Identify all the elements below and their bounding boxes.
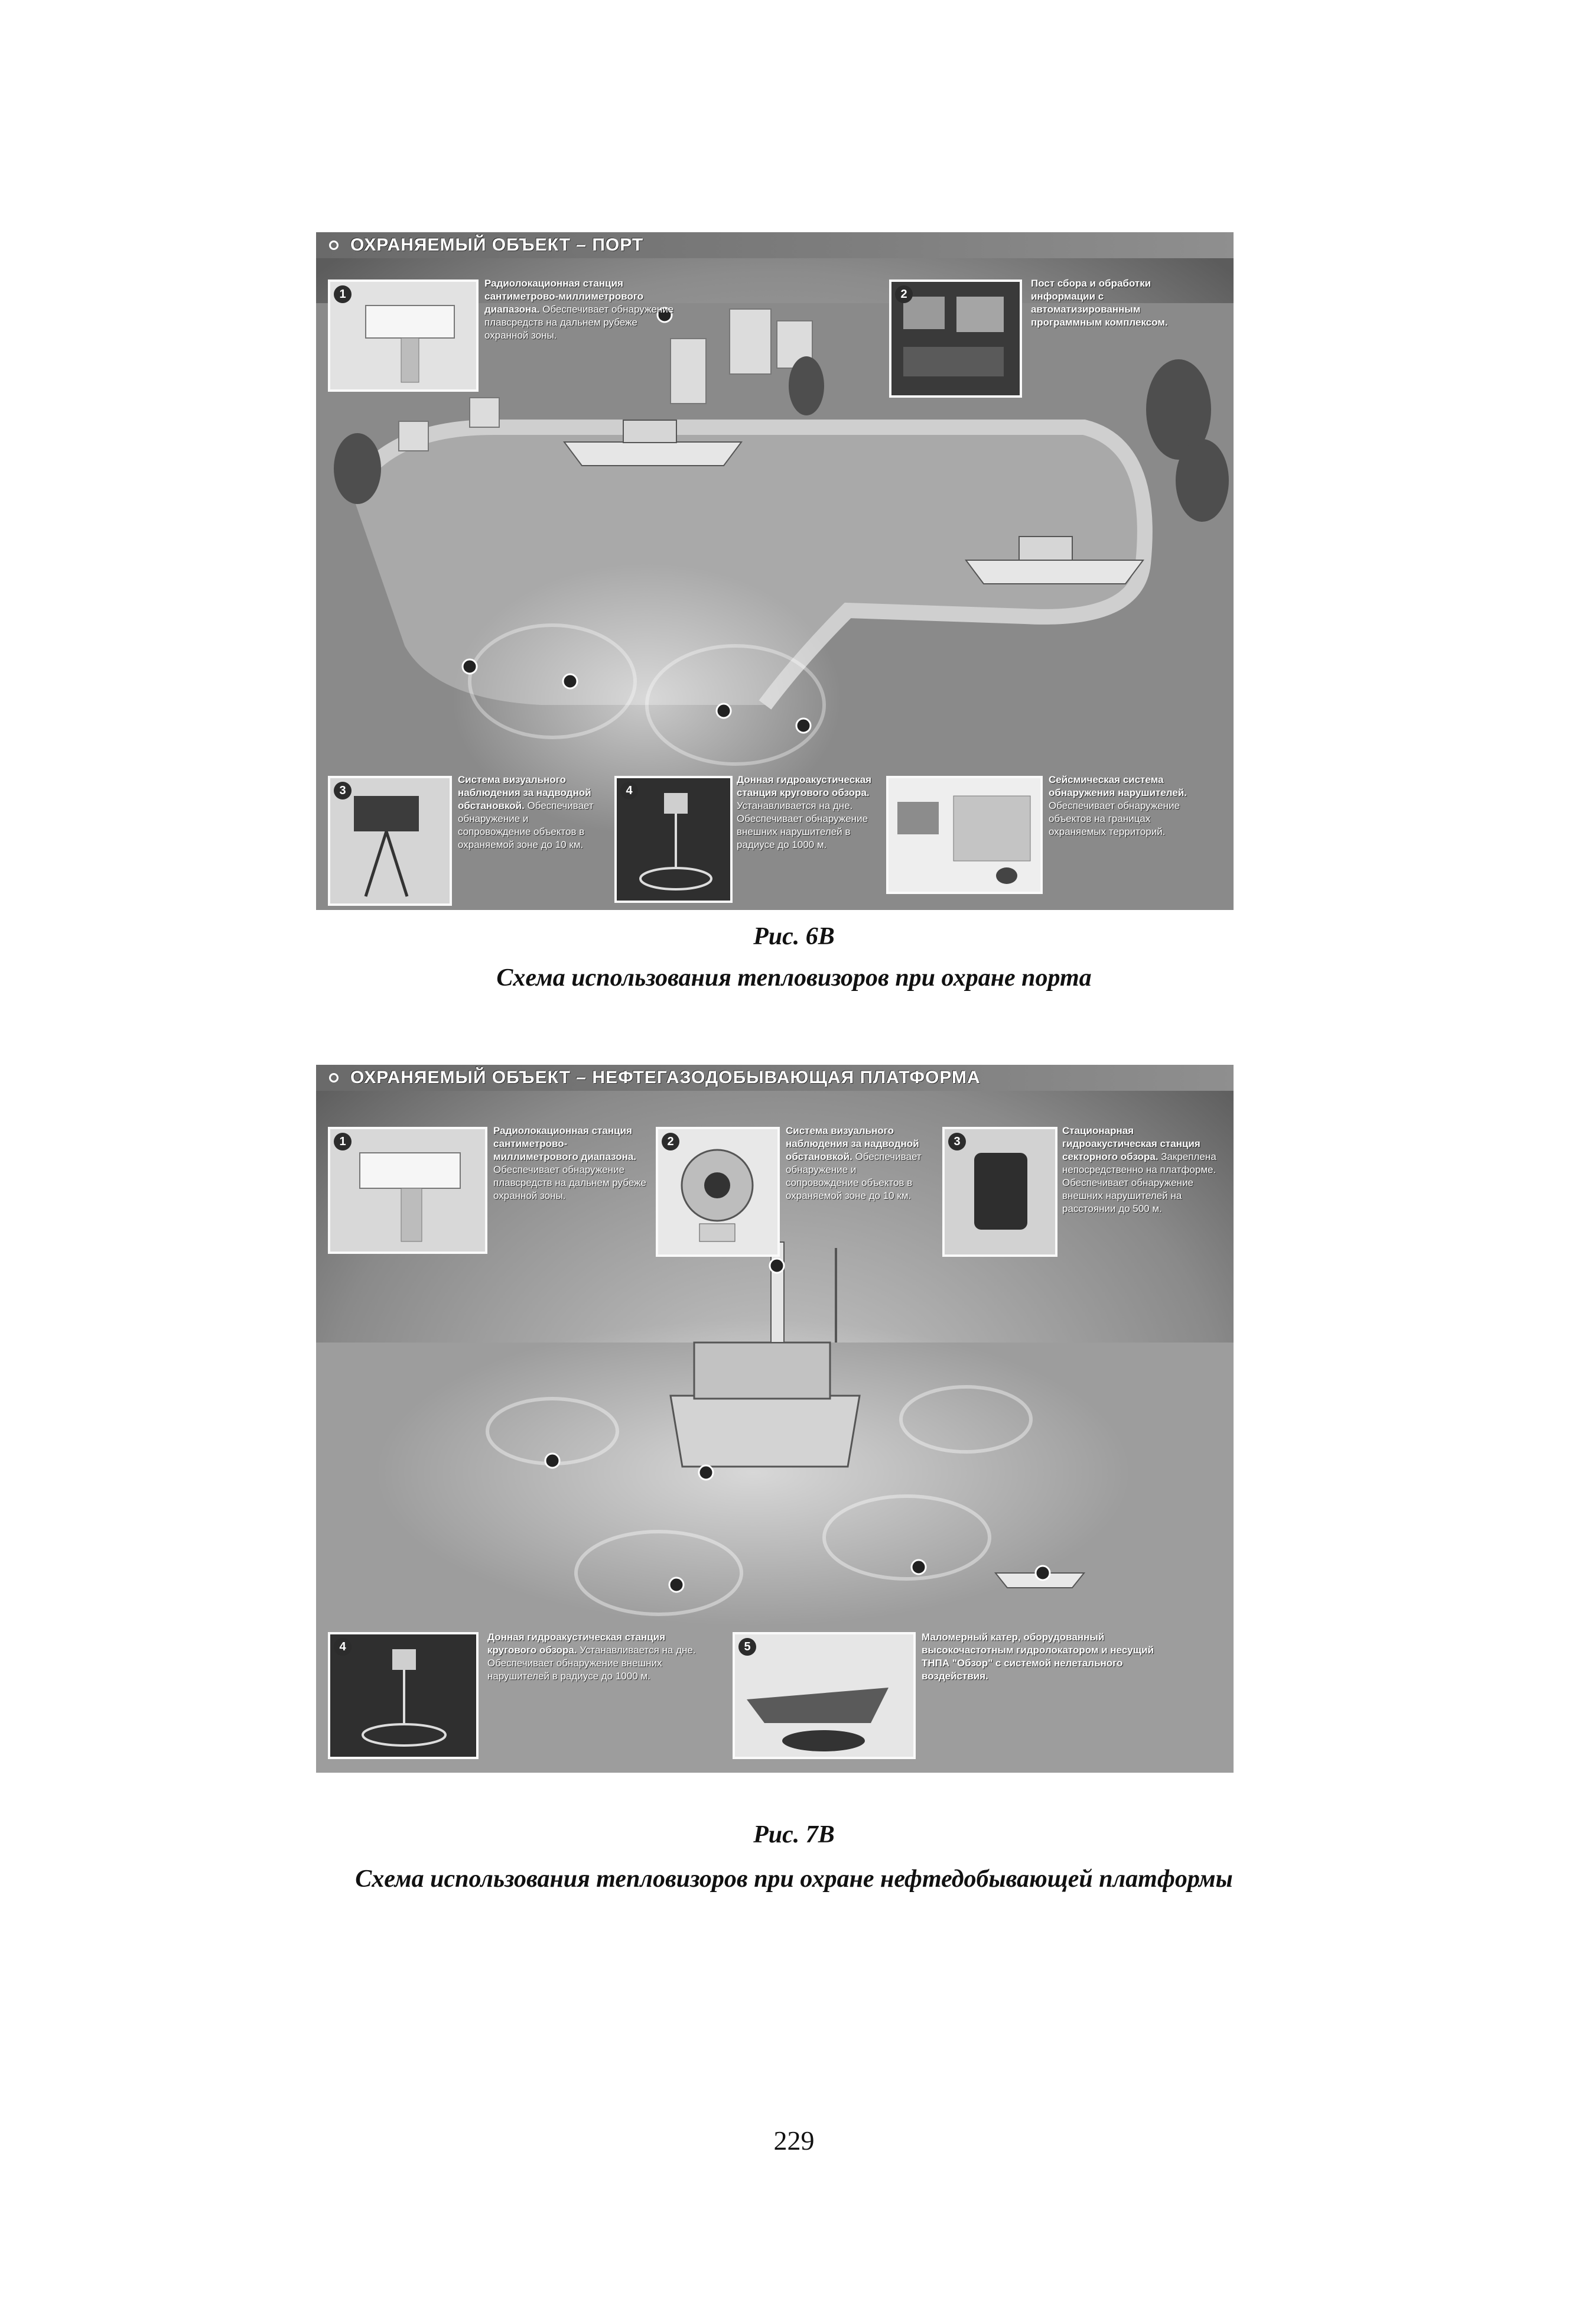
callout-number: 4 xyxy=(620,782,638,799)
banner-title: ОХРАНЯЕМЫЙ ОБЪЕКТ – НЕФТЕГАЗОДОБЫВАЮЩАЯ ПЛАТФОРМА xyxy=(350,1068,981,1087)
callout-number: 2 xyxy=(895,285,913,303)
figure-label: Рис. 6В xyxy=(753,923,835,950)
callout-number: 3 xyxy=(948,1133,966,1150)
callout-number: 1 xyxy=(334,285,352,303)
callout-title: Донная гидроакустическая станция кругового обзора. xyxy=(737,774,872,798)
radar-station-caption xyxy=(493,1124,647,1202)
callout-title: Сейсмическая система обнаружения нарушителей. xyxy=(1049,774,1187,798)
bullet-icon xyxy=(329,240,339,250)
callout-number: 3 xyxy=(334,782,352,799)
callout-body: Обеспечивает обнаружение плавсредств на дальнем рубеже охранной зоны. xyxy=(484,304,674,341)
banner-title: ОХРАНЯЕМЫЙ ОБЪЕКТ – ПОРТ xyxy=(350,235,644,255)
patrol-boat-caption xyxy=(922,1631,1158,1683)
callout-title: Маломерный катер, оборудованный высокочастотным гидролокатором и несущий ТНПА "Обзор" с системой нелетального воздействия. xyxy=(922,1631,1154,1682)
callout-title: Донная гидроакустическая станция кругового обзора. xyxy=(487,1631,666,1656)
figure-label: Рис. 7В xyxy=(753,1821,835,1848)
seismic-system-caption xyxy=(1049,773,1208,838)
sector-sonar-photo xyxy=(942,1127,1057,1257)
radar-station-photo xyxy=(328,279,479,392)
visual-system-caption xyxy=(786,1124,928,1202)
figure-caption: Схема использования тепловизоров при охране порта xyxy=(496,964,1092,992)
sonar-station-caption xyxy=(737,773,881,851)
figure-port-diagram xyxy=(316,232,1234,910)
sonar-station-photo xyxy=(614,776,733,903)
figure-banner xyxy=(316,1065,1234,1091)
patrol-boat-photo xyxy=(733,1632,916,1759)
radar-station-photo xyxy=(328,1127,487,1254)
figure-banner xyxy=(316,232,1234,258)
callout-number: 2 xyxy=(662,1133,679,1150)
callout-body: Обеспечивает обнаружение и сопровождение объектов в охраняемой зоне до 10 км. xyxy=(786,1151,922,1201)
callout-body: Устанавливается на дне. Обеспечивает обнаружение внешних нарушителей в радиусе до 1000 м. xyxy=(487,1644,696,1682)
seismic-system-photo xyxy=(886,776,1043,894)
visual-system-photo xyxy=(328,776,452,906)
page-number: 229 xyxy=(773,2125,815,2156)
sector-sonar-caption xyxy=(1062,1124,1219,1215)
callout-title: Система визуального наблюдения за надводной обстановкой. xyxy=(458,774,591,811)
figure-platform-diagram xyxy=(316,1065,1234,1773)
callout-body: Обеспечивает обнаружение плавсредств на дальнем рубеже охранной зоны. xyxy=(493,1164,646,1201)
visual-system-caption xyxy=(458,773,600,851)
callout-body: Устанавливается на дне. Обеспечивает обнаружение внешних нарушителей в радиусе до 1000 м. xyxy=(737,800,868,850)
callout-title: Радиолокационная станция сантиметрово-миллиметрового диапазона. xyxy=(493,1125,637,1162)
callout-title: Стационарная гидроакустическая станция секторного обзора. xyxy=(1062,1125,1200,1162)
sonar-station-photo xyxy=(328,1632,479,1759)
visual-system-photo xyxy=(656,1127,780,1257)
callout-number: 1 xyxy=(334,1133,352,1150)
callout-title: Радиолокационная станция сантиметрово-миллиметрового диапазона. xyxy=(484,278,644,315)
callout-title: Система визуального наблюдения за надводной обстановкой. xyxy=(786,1125,919,1162)
figure-caption: Схема использования тепловизоров при охране нефтедобывающей платформы xyxy=(355,1865,1233,1893)
callout-body: Обеспечивает обнаружение и сопровождение объектов в охраняемой зоне до 10 км. xyxy=(458,800,594,850)
callout-body: Закреплена непосредственно на платформе. Обеспечивает обнаружение внешних нарушителей на расстоянии до 500 м. xyxy=(1062,1151,1216,1214)
control-post-photo xyxy=(889,279,1022,398)
sonar-station-caption xyxy=(487,1631,706,1683)
callout-number: 4 xyxy=(334,1638,352,1656)
bullet-icon xyxy=(329,1073,339,1083)
control-post-caption xyxy=(1031,277,1208,329)
callout-number: 5 xyxy=(738,1638,756,1656)
callout-title: Пост сбора и обработки информации с автоматизированным программным комплексом. xyxy=(1031,278,1168,328)
radar-station-caption xyxy=(484,277,679,342)
callout-body: Обеспечивает обнаружение объектов на границах охраняемых территорий. xyxy=(1049,800,1180,837)
